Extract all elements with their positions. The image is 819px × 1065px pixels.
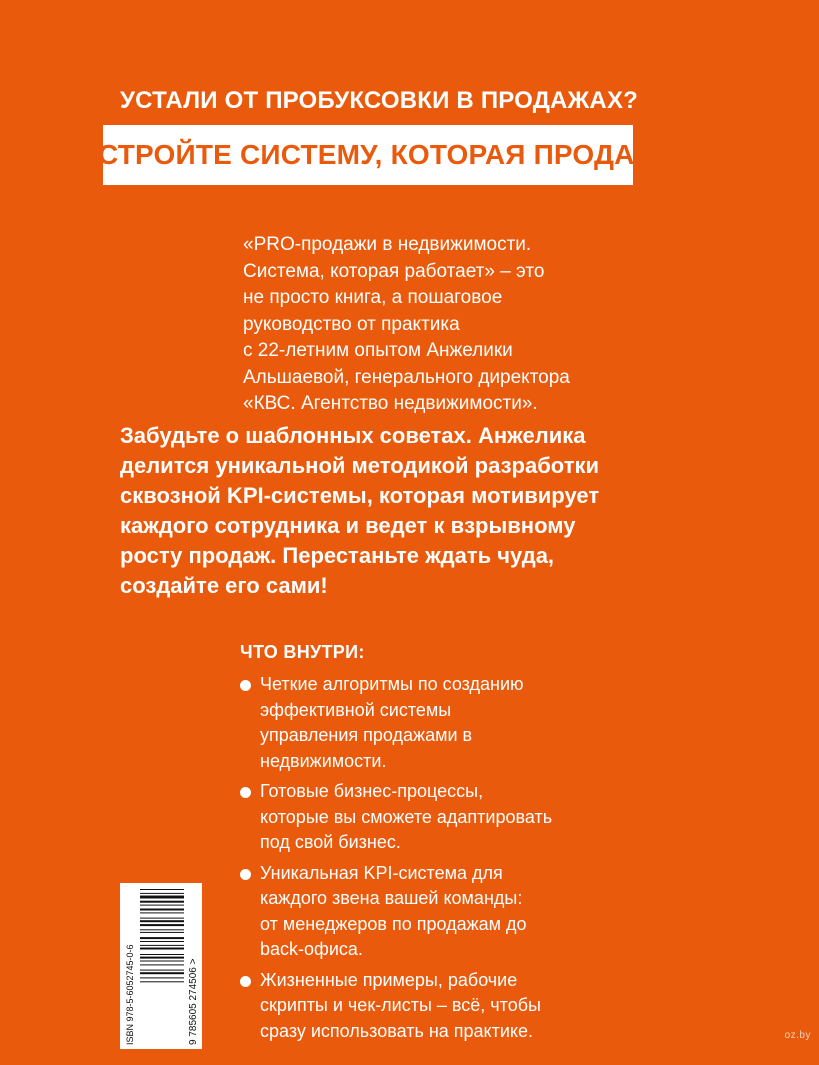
barcode-digits: 9 785605 274506 > — [188, 958, 199, 1045]
bullet-dot-icon — [240, 869, 251, 880]
barcode-bar — [140, 945, 184, 946]
barcode-bar — [140, 954, 184, 955]
barcode-bar — [140, 957, 184, 959]
lead-line: делится уникальной методикой разработки — [120, 453, 600, 478]
bullet-line: недвижимости. — [260, 750, 387, 771]
barcode-bar — [140, 970, 184, 971]
barcode-bar — [140, 948, 184, 950]
barcode-bar — [140, 964, 184, 965]
bullet-line: сразу использовать на практике. — [260, 1020, 534, 1041]
intro-line: с 22-летним опытом Анжелики — [243, 340, 513, 361]
headline-box — [55, 125, 681, 185]
barcode — [120, 883, 202, 1049]
headline-box-text: ПОСТРОЙТЕ СИСТЕМУ, КОТОРАЯ ПРОДАЕТ! — [55, 139, 681, 170]
bullet-line: скрипты и чек-листы – всё, чтобы — [260, 995, 541, 1015]
intro-line: руководство от практика — [243, 313, 460, 335]
barcode-bar — [140, 905, 184, 906]
isbn-text: ISBN 978-5-6052745-0-6 — [125, 944, 135, 1045]
barcode-bar — [140, 972, 184, 974]
intro-line: «КВС. Агентство недвижимости». — [243, 393, 538, 414]
intro-line: Система, которая работает» – это — [243, 260, 545, 282]
barcode-bar — [140, 937, 184, 939]
barcode-icon — [120, 883, 202, 1049]
barcode-bar — [140, 901, 184, 903]
headline: УСТАЛИ ОТ ПРОБУКСОВКИ В ПРОДАЖАХ? — [120, 87, 639, 114]
barcode-bar — [140, 961, 184, 962]
barcode-bar — [140, 896, 184, 899]
barcode-bar — [140, 912, 184, 913]
intro-paragraph — [243, 232, 663, 418]
intro-line: Альшаевой, генерального директора — [243, 366, 570, 388]
lead-line: сквозной KPI-системы, которая мотивирует — [120, 483, 600, 508]
bullet-line: Жизненные примеры, рабочие — [260, 969, 518, 990]
lead-line: Забудьте о шаблонных советах. Анжелика — [120, 423, 586, 448]
bullet-line: эффективной системы — [260, 699, 452, 720]
barcode-bar — [140, 889, 184, 890]
bullet-line: которые вы сможете адаптировать — [260, 806, 553, 827]
intro-line: «PRO-продажи в недвижимости. — [243, 234, 532, 255]
bullet-line: back-офиса. — [260, 939, 363, 959]
barcode-bar — [140, 977, 184, 978]
watermark: oz.by — [784, 1030, 811, 1041]
bullet-line: каждого звена вашей команды: — [260, 888, 523, 908]
bullet-item — [240, 968, 670, 1045]
intro-line: не просто книга, а пошаговое — [243, 287, 503, 308]
bullet-item — [240, 779, 670, 856]
bullet-item — [240, 861, 670, 963]
bullet-list — [240, 672, 670, 1049]
bullet-dot-icon — [240, 787, 251, 798]
bullet-line: от менеджеров по продажам до — [260, 913, 527, 934]
lead-line: каждого сотрудника и ведет к взрывному — [120, 513, 576, 538]
barcode-bar — [140, 929, 184, 930]
lead-line: росту продаж. Перестаньте ждать чуда, — [120, 543, 555, 568]
barcode-bar — [140, 924, 184, 926]
bullet-item — [240, 672, 670, 774]
barcode-bar — [140, 941, 184, 942]
lead-paragraph — [120, 421, 620, 601]
lead-line: создайте его сами! — [120, 573, 328, 598]
bullet-line: Четкие алгоритмы по созданию — [260, 674, 524, 694]
barcode-bar — [140, 981, 184, 982]
bullet-line: управления продажами в — [260, 725, 473, 745]
bullet-line: Готовые бизнес-процессы, — [260, 781, 484, 801]
inside-title: ЧТО ВНУТРИ: — [240, 642, 365, 662]
bullet-line: под свой бизнес. — [260, 832, 401, 852]
bullet-dot-icon — [240, 976, 251, 987]
barcode-bar — [140, 918, 184, 919]
barcode-bar — [140, 909, 184, 911]
bullet-dot-icon — [240, 680, 251, 691]
barcode-bar — [140, 893, 184, 894]
bullet-line: Уникальная KPI-система для — [260, 862, 503, 883]
barcode-bar — [140, 932, 184, 933]
barcode-bar — [140, 920, 184, 922]
